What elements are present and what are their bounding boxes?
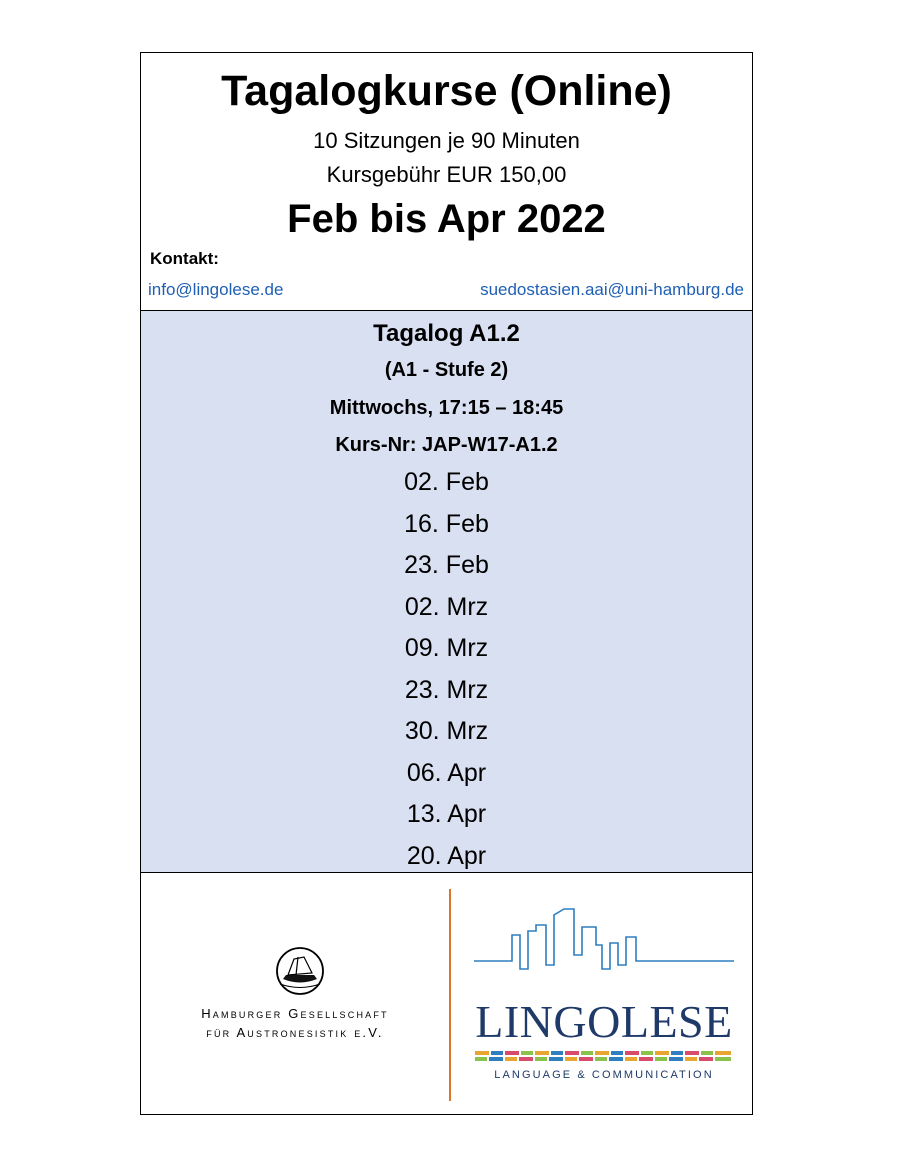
hga-name-line-1: Hamburger Gesellschaft — [201, 1006, 389, 1021]
course-fee: Kursgebühr EUR 150,00 — [326, 162, 567, 187]
contact-label: Kontakt: — [150, 249, 219, 268]
ship-emblem-icon — [274, 945, 326, 997]
session-date: 20. Apr — [406, 842, 487, 870]
session-date: 16. Feb — [404, 510, 489, 538]
color-stripes-icon — [475, 1051, 731, 1061]
session-date: 02. Feb — [404, 468, 489, 496]
lingolese-skyline-icon — [474, 905, 734, 985]
sponsor-footer — [141, 873, 752, 1114]
course-name: Tagalog A1.2 — [373, 320, 520, 347]
course-panel — [141, 310, 752, 873]
course-flyer — [140, 52, 753, 1115]
session-date: 06. Apr — [406, 759, 487, 787]
hga-name-line-2: für Austronesistik e.V. — [206, 1025, 384, 1040]
course-number: Kurs-Nr: JAP-W17-A1.2 — [335, 434, 558, 456]
session-date: 23. Feb — [404, 551, 489, 579]
lingolese-wordmark: LINGOLESE — [475, 996, 733, 1047]
sessions-info: 10 Sitzungen je 90 Minuten — [313, 128, 580, 153]
session-date: 09. Mrz — [404, 634, 489, 662]
email-link-uni-hamburg[interactable]: suedostasien.aai@uni-hamburg.de — [480, 280, 744, 299]
session-date: 30. Mrz — [404, 717, 489, 745]
lingolese-tagline: LANGUAGE & COMMUNICATION — [494, 1069, 714, 1081]
flyer-title: Tagalogkurse (Online) — [221, 67, 672, 115]
session-date: 02. Mrz — [404, 593, 489, 621]
course-level: (A1 - Stufe 2) — [384, 359, 509, 381]
email-link-lingolese[interactable]: info@lingolese.de — [148, 280, 284, 299]
course-period: Feb bis Apr 2022 — [287, 197, 606, 241]
session-date: 23. Mrz — [404, 676, 489, 704]
session-date: 13. Apr — [406, 800, 487, 828]
footer-divider — [449, 889, 451, 1101]
course-schedule: Mittwochs, 17:15 – 18:45 — [329, 397, 564, 419]
